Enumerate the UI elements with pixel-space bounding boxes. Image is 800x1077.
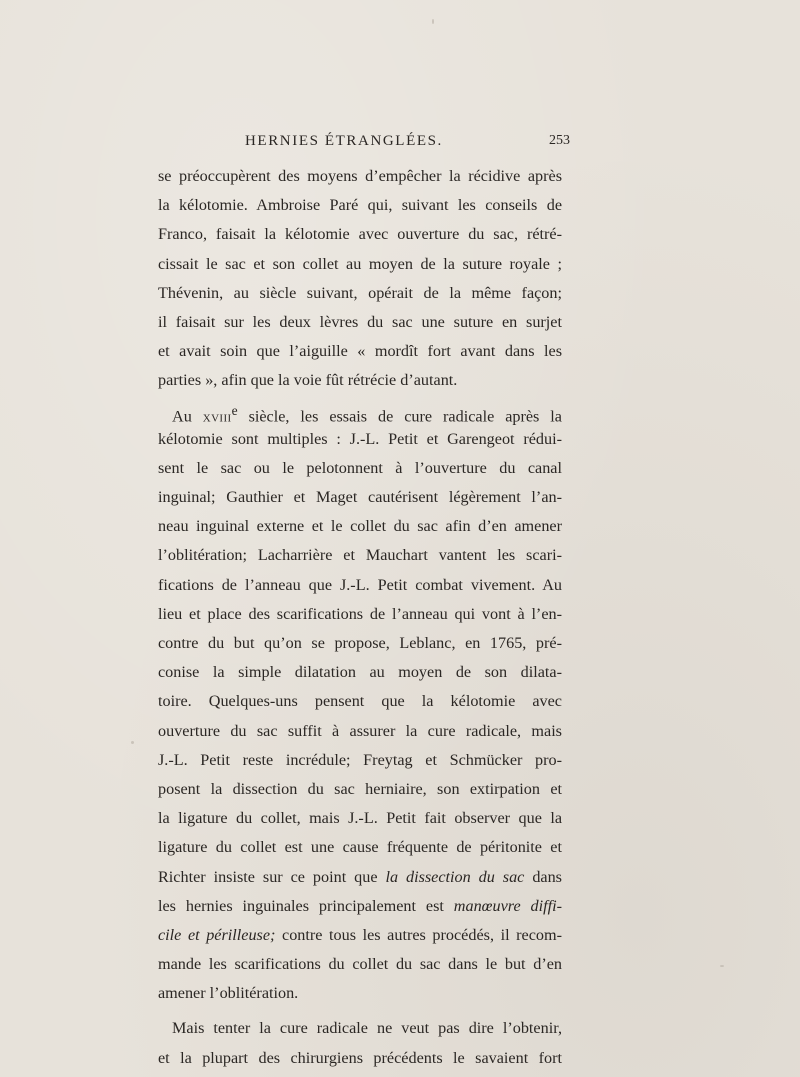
text-line: inguinal; Gauthier et Maget cautérisent légèrement l’an-	[158, 488, 562, 507]
century-numeral: xviii	[202, 406, 232, 425]
text-line: et la plupart des chirurgiens précédents le savaient fort	[158, 1048, 562, 1067]
paper-speck	[131, 741, 134, 744]
text-line	[158, 921, 562, 950]
text-run: contre tous les autres procédés, il recom-	[275, 925, 562, 944]
text-line: fications de l’anneau que J.-L. Petit combat vivement. Au	[158, 575, 562, 594]
text-run: les hernies inguinales principalement est	[158, 896, 454, 915]
text-line: Thévenin, au siècle suivant, opérait de la même façon;	[158, 283, 562, 302]
text-line	[158, 892, 562, 921]
text-line: J.-L. Petit reste incrédule; Freytag et Schmücker pro-	[158, 750, 562, 769]
text-line	[158, 863, 562, 892]
paper-speck	[432, 19, 434, 24]
text-line: amener l’oblitération.	[158, 984, 299, 1003]
text-line: lieu et place des scarifications de l’anneau qui vont à l’en-	[158, 604, 562, 623]
running-head: HERNIES ÉTRANGLÉES.	[245, 133, 443, 149]
text-line: posent la dissection du sac herniaire, son extirpation et	[158, 779, 562, 798]
text-line: toire. Quelques-uns pensent que la kélotomie avec	[158, 692, 562, 711]
text-line: et avait soin que l’aiguille « mordît fort avant dans les	[158, 342, 562, 361]
text-line	[158, 396, 562, 425]
page-number: 253	[549, 133, 570, 148]
page-header	[245, 133, 570, 157]
text-line: se préoccupèrent des moyens d’empêcher la récidive après	[158, 167, 562, 185]
text-line: neau inguinal externe et le collet du sac afin d’en amener	[158, 517, 562, 536]
italic-run: manœuvre diffi-	[453, 896, 562, 915]
text-line: l’oblitération; Lacharrière et Mauchart vantent les scari-	[158, 546, 562, 565]
text-line: cissait le sac et son collet au moyen de la suture royale ;	[158, 254, 562, 273]
text-line: contre du but qu’on se propose, Leblanc, en 1765, pré-	[158, 634, 562, 652]
text-line: conise la simple dilatation au moyen de son dilata-	[158, 663, 562, 682]
text-line: sent le sac ou le pelotonnent à l’ouverture du canal	[158, 458, 562, 477]
text-line: ouverture du sac suffit à assurer la cure radicale, mais	[158, 721, 562, 740]
text-line: la kélotomie. Ambroise Paré qui, suivant les conseils de	[158, 196, 562, 215]
text-line: ligature du collet est une cause fréquente de péritonite et	[158, 838, 562, 857]
text-line: kélotomie sont multiples : J.-L. Petit et Garengeot rédui-	[158, 429, 562, 448]
text-line: il faisait sur les deux lèvres du sac une suture en surjet	[158, 312, 562, 331]
italic-run: la dissection du sac	[385, 867, 525, 886]
body-text	[158, 162, 562, 1073]
text-line: Mais tenter la cure radicale ne veut pas dire l’obtenir,	[172, 1019, 562, 1038]
text-line: parties », afin que la voie fût rétrécie d’autant.	[158, 371, 458, 390]
text-line: Franco, faisait la kélotomie avec ouverture du sac, rétré-	[158, 225, 562, 244]
text-line: la ligature du collet, mais J.-L. Petit fait observer que la	[158, 809, 562, 828]
paper-speck	[720, 965, 724, 967]
text-run: Au	[172, 406, 203, 425]
text-line: mande les scarifications du collet du sac dans le but d’en	[158, 955, 562, 974]
italic-run: cile et périlleuse;	[158, 925, 276, 944]
text-run: Richter insiste sur ce point que	[158, 867, 386, 886]
text-run: dans	[524, 867, 562, 886]
text-run: siècle, les essais de cure radicale après la	[237, 406, 562, 425]
ordinal-superscript: e	[231, 402, 238, 418]
